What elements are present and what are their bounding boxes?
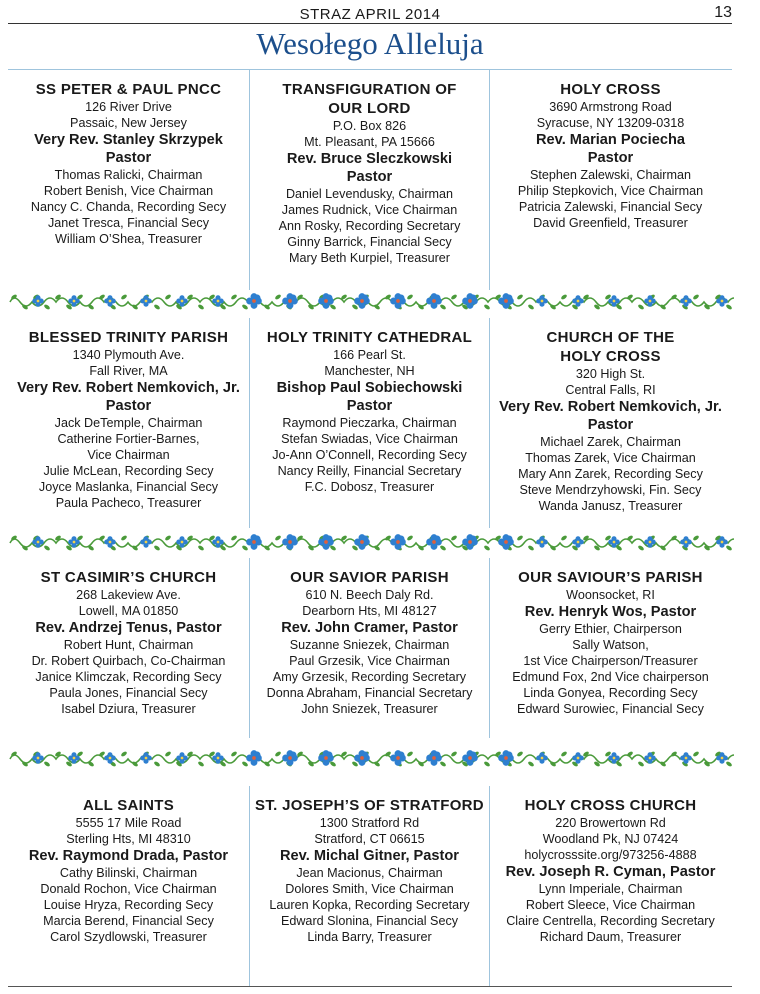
- parish-address: [10, 815, 247, 847]
- officer-list-line: Lynn Imperiale, Chairman: [538, 882, 683, 896]
- parish-name-line: HOLY TRINITY CATHEDRAL: [266, 329, 473, 346]
- parish-address: [10, 587, 247, 619]
- officer-list-line: Catherine Fortier-Barnes,: [57, 432, 200, 446]
- parish-address-line: Dearborn Hts, MI 48127: [302, 604, 437, 618]
- pastor-name-line: Rev. Marian Pociecha: [536, 132, 685, 148]
- pastor-name-line: Very Rev. Robert Nemkovich, Jr.: [499, 399, 722, 415]
- officer-list-line: Paula Pacheco, Treasurer: [55, 496, 202, 510]
- parish-address-line: 3690 Armstrong Road: [549, 100, 672, 114]
- parish-listing: [490, 786, 731, 986]
- parish-address-line: 610 N. Beech Daly Rd.: [305, 588, 434, 602]
- officer-list-line: Edward Surowiec, Financial Secy: [517, 702, 704, 716]
- officer-list-line: Edmund Fox, 2nd Vice chairperson: [512, 670, 709, 684]
- parish-name-line: ALL SAINTS: [82, 797, 175, 814]
- parish-name-line: TRANSFIGURATION OF: [282, 81, 457, 98]
- officer-list-line: Cathy Bilinski, Chairman: [59, 866, 198, 880]
- officer-list-line: F.C. Dobosz, Treasurer: [304, 480, 435, 494]
- pastor-name: [252, 619, 487, 637]
- pastor-name-line: Pastor: [105, 150, 152, 166]
- pastor-name-line: Rev. John Cramer, Pastor: [281, 620, 458, 636]
- flower-vine-icon: [8, 743, 734, 773]
- officer-list-line: Robert Hunt, Chairman: [63, 638, 194, 652]
- pastor-name-line: Very Rev. Stanley Skrzypek: [34, 132, 223, 148]
- officer-list-line: Marcia Berend, Financial Secy: [43, 914, 214, 928]
- pastor-name-line: Rev. Joseph R. Cyman, Pastor: [505, 864, 716, 880]
- officer-list-line: Patricia Zalewski, Financial Secy: [518, 200, 703, 214]
- parish-name-line: BLESSED TRINITY PARISH: [28, 329, 229, 346]
- parish-listing: [8, 558, 249, 738]
- parish-address-line: Manchester, NH: [324, 364, 415, 378]
- officer-list-line: 1st Vice Chairperson/Treasurer: [523, 654, 698, 668]
- parish-address-line: 1300 Stratford Rd: [319, 816, 420, 830]
- officer-list-line: Julie McLean, Recording Secy: [43, 464, 214, 478]
- officer-list-line: John Sniezek, Treasurer: [301, 702, 438, 716]
- parish-name-line: OUR SAVIOUR’S PARISH: [518, 569, 703, 586]
- parish-address-line: Sterling Hts, MI 48310: [66, 832, 191, 846]
- parish-address: [10, 347, 247, 379]
- running-head: STRAZ APRIL 2014: [299, 6, 441, 23]
- officer-list: [10, 865, 247, 945]
- flower-vine-icon: [8, 527, 734, 557]
- parish-address-line: 268 Lakeview Ave.: [76, 588, 181, 602]
- officer-list-line: Jack DeTemple, Chairman: [54, 416, 203, 430]
- parish-address-line: Mt. Pleasant, PA 15666: [304, 135, 435, 149]
- parish-address-line: Lowell, MA 01850: [78, 604, 179, 618]
- parish-name-line: SS PETER & PAUL PNCC: [35, 81, 222, 98]
- parish-listing: [8, 786, 249, 986]
- officer-list-line: Jo-Ann O’Connell, Recording Secy: [272, 448, 467, 462]
- officer-list-line: Raymond Pieczarka, Chairman: [282, 416, 457, 430]
- parish-listing: [8, 70, 249, 290]
- officer-list-line: Linda Gonyea, Recording Secy: [523, 686, 698, 700]
- parish-row-3: [8, 558, 732, 738]
- officer-list-line: Joyce Maslanka, Financial Secy: [38, 480, 219, 494]
- officer-list-line: Gerry Ethier, Chairperson: [539, 622, 682, 636]
- parish-name: [252, 328, 487, 347]
- officer-list: [252, 637, 487, 717]
- parish-address: [252, 815, 487, 847]
- officer-list-line: Daniel Levendusky, Chairman: [285, 187, 454, 201]
- officer-list-line: Thomas Zarek, Vice Chairman: [525, 451, 696, 465]
- parish-name-line: HOLY CROSS CHURCH: [524, 797, 697, 814]
- officer-list-line: Thomas Ralicki, Chairman: [54, 168, 203, 182]
- officer-list-line: William O’Shea, Treasurer: [55, 232, 202, 246]
- parish-name: [492, 568, 729, 587]
- officer-list: [492, 167, 729, 231]
- parish-name-line: HOLY CROSS: [560, 81, 661, 98]
- parish-row-4: [8, 786, 732, 986]
- officer-list: [492, 621, 729, 717]
- pastor-name: [10, 847, 247, 865]
- officer-list-line: Edward Slonina, Financial Secy: [280, 914, 459, 928]
- parish-address-line: Stratford, CT 06615: [314, 832, 425, 846]
- officer-list-line: Steve Mendrzyhowski, Fin. Secy: [519, 483, 702, 497]
- parish-address-line: 320 High St.: [575, 367, 646, 381]
- officer-list: [252, 415, 487, 495]
- parish-address-line: 1340 Plymouth Ave.: [72, 348, 185, 362]
- parish-address: [492, 366, 729, 398]
- officer-list-line: Carol Szydlowski, Treasurer: [50, 930, 207, 944]
- officer-list-line: Louise Hryza, Recording Secy: [43, 898, 214, 912]
- flower-vine-icon: [8, 286, 734, 316]
- parish-name: [252, 796, 487, 815]
- officer-list-line: Nancy Reilly, Financial Secretary: [277, 464, 462, 478]
- officer-list: [492, 434, 729, 514]
- pastor-name: [10, 619, 247, 637]
- pastor-name: [252, 150, 487, 186]
- officer-list-line: Stefan Swiadas, Vice Chairman: [281, 432, 458, 446]
- pastor-name-line: Pastor: [587, 417, 634, 433]
- parish-name-line: ST CASIMIR’S CHURCH: [40, 569, 217, 586]
- pastor-name-line: Rev. Andrzej Tenus, Pastor: [35, 620, 222, 636]
- officer-list-line: Michael Zarek, Chairman: [540, 435, 681, 449]
- parish-listing: [8, 318, 249, 528]
- parish-listing: [249, 558, 490, 738]
- parish-address-line: 220 Browertown Rd: [555, 816, 666, 830]
- pastor-name-line: Bishop Paul Sobiechowski: [276, 380, 463, 396]
- parish-name: [492, 328, 729, 366]
- officer-list-line: Suzanne Sniezek, Chairman: [289, 638, 450, 652]
- parish-name: [10, 328, 247, 347]
- officer-list-line: Wanda Janusz, Treasurer: [538, 499, 683, 513]
- parish-address-line: holycrosssite.org/973256-4888: [524, 848, 697, 862]
- parish-name-line: HOLY CROSS: [560, 348, 661, 365]
- pastor-name-line: Pastor: [105, 398, 152, 414]
- page-title: Wesołego Alleluja: [256, 26, 484, 61]
- officer-list: [10, 637, 247, 717]
- pastor-name: [10, 379, 247, 415]
- officer-list-line: Donald Rochon, Vice Chairman: [40, 882, 217, 896]
- parish-address: [492, 587, 729, 603]
- parish-name-line: OUR SAVIOR PARISH: [290, 569, 449, 586]
- officer-list: [10, 415, 247, 511]
- parish-listing: [490, 318, 731, 528]
- officer-list-line: Vice Chairman: [87, 448, 170, 462]
- parish-listing: [249, 70, 490, 290]
- pastor-name-line: Rev. Raymond Drada, Pastor: [28, 848, 229, 864]
- parish-name-line: ST. JOSEPH’S OF STRATFORD: [255, 797, 484, 814]
- officer-list-line: Amy Grzesik, Recording Secretary: [272, 670, 467, 684]
- officer-list: [10, 167, 247, 247]
- parish-address: [252, 587, 487, 619]
- officer-list-line: Ann Rosky, Recording Secretary: [278, 219, 461, 233]
- parish-address: [10, 99, 247, 131]
- header-rule: [8, 23, 732, 24]
- officer-list: [252, 186, 487, 266]
- officer-list-line: David Greenfield, Treasurer: [533, 216, 688, 230]
- parish-address-line: Central Falls, RI: [565, 383, 656, 397]
- parish-address-line: 5555 17 Mile Road: [75, 816, 182, 830]
- parish-name: [10, 796, 247, 815]
- officer-list-line: Lauren Kopka, Recording Secretary: [269, 898, 470, 912]
- officer-list-line: Mary Beth Kurpiel, Treasurer: [289, 251, 450, 265]
- parish-listing: [249, 318, 490, 528]
- officer-list-line: Donna Abraham, Financial Secretary: [266, 686, 473, 700]
- officer-list-line: Paul Grzesik, Vice Chairman: [289, 654, 450, 668]
- pastor-name: [10, 131, 247, 167]
- pastor-name-line: Very Rev. Robert Nemkovich, Jr.: [17, 380, 240, 396]
- officer-list-line: James Rudnick, Vice Chairman: [281, 203, 458, 217]
- pastor-name-line: Pastor: [346, 169, 393, 185]
- officer-list: [252, 865, 487, 945]
- parish-address-line: P.O. Box 826: [332, 119, 407, 133]
- officer-list-line: Mary Ann Zarek, Recording Secy: [518, 467, 703, 481]
- pastor-name-line: Pastor: [346, 398, 393, 414]
- parish-name: [10, 568, 247, 587]
- pastor-name-line: Rev. Bruce Sleczkowski: [286, 151, 453, 167]
- officer-list-line: Robert Benish, Vice Chairman: [43, 184, 214, 198]
- officer-list: [492, 881, 729, 945]
- parish-name-line: CHURCH OF THE: [546, 329, 675, 346]
- parish-address: [492, 99, 729, 131]
- parish-name-line: OUR LORD: [328, 100, 411, 117]
- pastor-name: [492, 863, 729, 881]
- officer-list-line: Linda Barry, Treasurer: [307, 930, 432, 944]
- parish-listing: [490, 558, 731, 738]
- parish-address-line: Syracuse, NY 13209-0318: [536, 116, 685, 130]
- page-number: 13: [714, 4, 732, 21]
- parish-address-line: 126 River Drive: [85, 100, 172, 114]
- officer-list-line: Ginny Barrick, Financial Secy: [287, 235, 452, 249]
- pastor-name-line: Pastor: [587, 150, 634, 166]
- parish-name: [492, 796, 729, 815]
- pastor-name: [252, 379, 487, 415]
- parish-address: [252, 347, 487, 379]
- parish-address-line: Woonsocket, RI: [566, 588, 655, 602]
- parish-name: [10, 80, 247, 99]
- pastor-name: [492, 398, 729, 434]
- parish-row-1: [8, 70, 732, 290]
- officer-list-line: Claire Centrella, Recording Secretary: [506, 914, 715, 928]
- officer-list-line: Richard Daum, Treasurer: [539, 930, 682, 944]
- parish-address-line: Fall River, MA: [89, 364, 168, 378]
- officer-list-line: Janet Tresca, Financial Secy: [48, 216, 209, 230]
- officer-list-line: Philip Stepkovich, Vice Chairman: [517, 184, 704, 198]
- officer-list-line: Isabel Dziura, Treasurer: [61, 702, 196, 716]
- pastor-name: [492, 131, 729, 167]
- parish-address: [492, 815, 729, 863]
- parish-name: [492, 80, 729, 99]
- pastor-name-line: Rev. Henryk Wos, Pastor: [524, 604, 697, 620]
- parish-row-2: [8, 318, 732, 528]
- parish-name: [252, 80, 487, 118]
- officer-list-line: Paula Jones, Financial Secy: [49, 686, 208, 700]
- parish-listing: [249, 786, 490, 986]
- officer-list-line: Janice Klimczak, Recording Secy: [35, 670, 222, 684]
- parish-address-line: 166 Pearl St.: [333, 348, 406, 362]
- officer-list-line: Sally Watson,: [572, 638, 649, 652]
- officer-list-line: Jean Macionus, Chairman: [296, 866, 443, 880]
- pastor-name: [492, 603, 729, 621]
- bottom-rule: [8, 986, 732, 987]
- parish-address-line: Passaic, New Jersey: [70, 116, 187, 130]
- parish-address-line: Woodland Pk, NJ 07424: [542, 832, 679, 846]
- pastor-name-line: Rev. Michal Gitner, Pastor: [280, 848, 459, 864]
- officer-list-line: Robert Sleece, Vice Chairman: [525, 898, 696, 912]
- officer-list-line: Nancy C. Chanda, Recording Secy: [30, 200, 227, 214]
- parish-name: [252, 568, 487, 587]
- officer-list-line: Stephen Zalewski, Chairman: [530, 168, 691, 182]
- parish-listing: [490, 70, 731, 290]
- officer-list-line: Dr. Robert Quirbach, Co-Chairman: [31, 654, 226, 668]
- parish-address: [252, 118, 487, 150]
- officer-list-line: Dolores Smith, Vice Chairman: [285, 882, 454, 896]
- pastor-name: [252, 847, 487, 865]
